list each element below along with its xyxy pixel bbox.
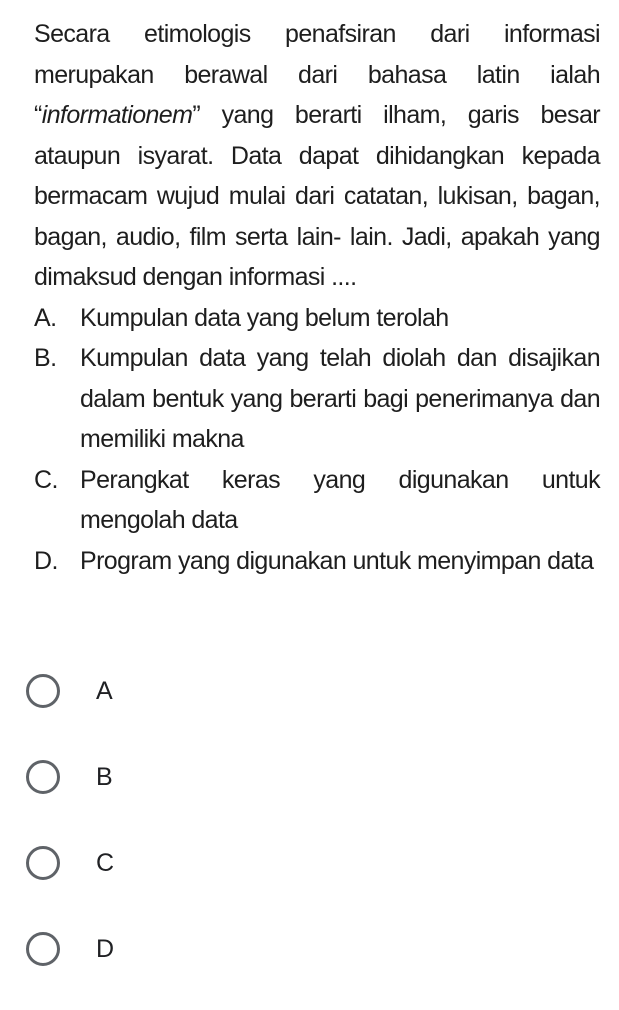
option-text: Kumpulan data yang belum terolah (80, 303, 449, 332)
choice-label[interactable]: B (96, 762, 113, 791)
radio-circle-icon[interactable] (26, 760, 60, 794)
option-letter: B. (34, 344, 57, 372)
radio-circle-icon[interactable] (26, 932, 60, 966)
option-letter: A. (34, 303, 57, 332)
answer-choices (24, 648, 584, 992)
choice-label[interactable]: C (96, 848, 115, 877)
question-option-b (34, 338, 600, 460)
choice-c[interactable] (24, 820, 584, 906)
question-text-part-1: Secara etimologis penafsiran dari informasi merupakan berawal dari bahasa latin ialah “ (34, 20, 600, 129)
radio-circle-icon[interactable] (26, 674, 60, 708)
question-text-part-2: ” yang berarti ilham, garis besar ataupun isyarat. Data dapat dihidangkan kepada bermacam wujud mulai dari catatan, lukisan, bagan, bagan, audio, film serta lain- lain. Jadi, apakah yang dimaksud dengan informasi .... (34, 101, 600, 291)
question-image (34, 14, 600, 581)
question-options-list (34, 298, 600, 582)
question-text (34, 14, 600, 298)
option-letter: D. (34, 546, 58, 575)
choice-b[interactable] (24, 734, 584, 820)
option-text: Program yang digunakan untuk menyimpan data (80, 546, 594, 575)
question-italic-term: informationem (41, 101, 193, 129)
question-option-c (34, 460, 600, 541)
option-text: Perangkat keras yang digunakan untuk mengolah data (80, 465, 600, 534)
choice-a[interactable] (24, 648, 584, 734)
option-letter: C. (34, 465, 58, 494)
option-text: Kumpulan data yang telah diolah dan disajikan dalam bentuk yang berarti bagi penerimanya dan memiliki makna (80, 344, 600, 453)
radio-circle-icon[interactable] (26, 846, 60, 880)
choice-d[interactable] (24, 906, 584, 992)
question-option-d (34, 541, 600, 582)
choice-label[interactable]: D (96, 934, 115, 963)
choice-label[interactable]: A (96, 676, 113, 705)
question-option-a (34, 298, 600, 339)
